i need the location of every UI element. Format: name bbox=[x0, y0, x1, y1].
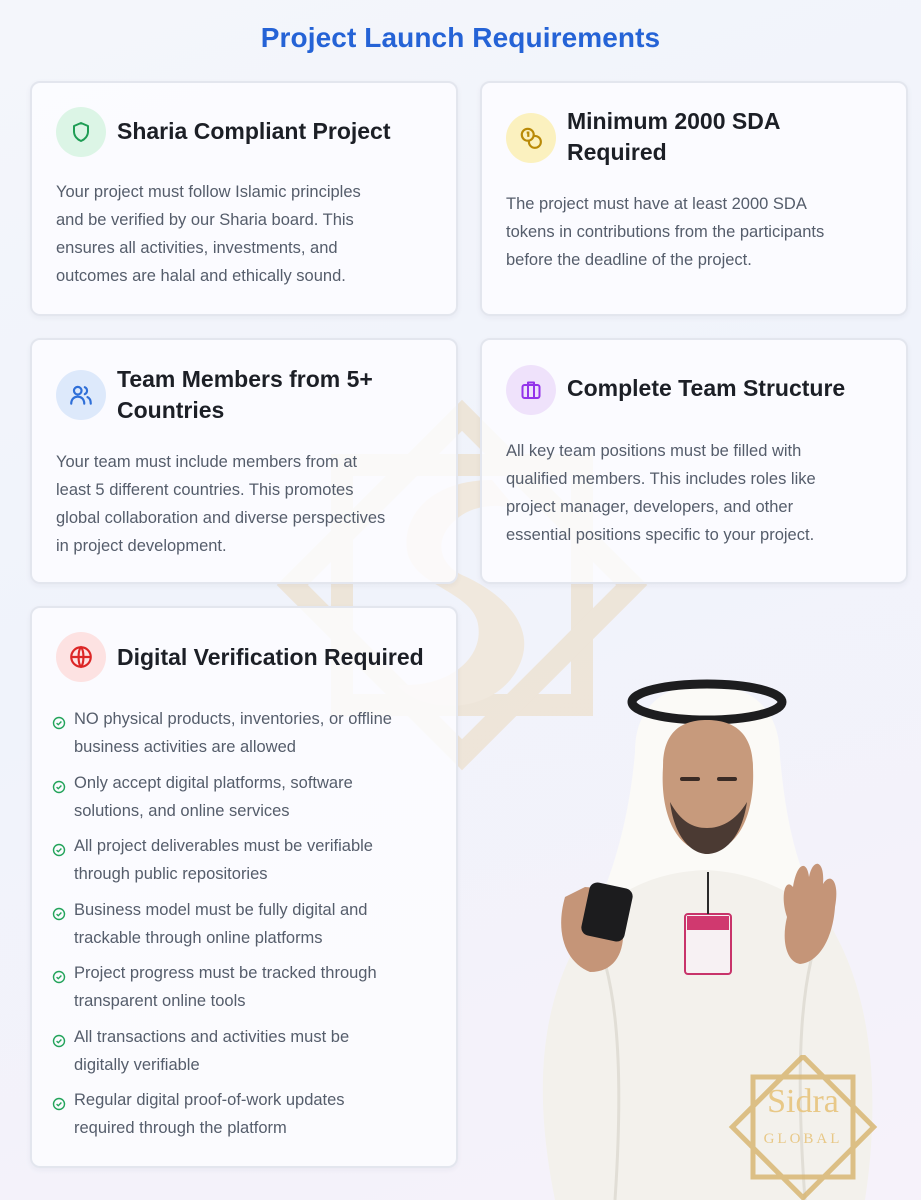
list-item: All project deliverables must be verifiable through public repositories bbox=[52, 832, 437, 888]
card-title: Minimum 2000 SDA Required bbox=[567, 108, 781, 165]
requirements-list bbox=[52, 705, 437, 1150]
card-title: Digital Verification Required bbox=[117, 644, 424, 670]
sidra-global-logo bbox=[718, 1055, 888, 1200]
card-title: Sharia Compliant Project bbox=[117, 118, 391, 144]
briefcase-icon bbox=[506, 365, 556, 415]
list-item: NO physical products, inventories, or offline business activities are allowed bbox=[52, 705, 437, 761]
sharia-compliant-card bbox=[30, 81, 458, 316]
check-circle-icon bbox=[52, 907, 66, 921]
check-circle-icon bbox=[52, 780, 66, 794]
shield-icon bbox=[56, 107, 106, 157]
card-description: Your project must follow Islamic principles and be verified by our Sharia board. This ensures all activities, investments, and outcomes are halal and ethically sound. bbox=[56, 183, 361, 285]
card-title: Complete Team Structure bbox=[567, 375, 846, 401]
globe-icon bbox=[56, 632, 106, 682]
logo-star-frame bbox=[718, 1055, 888, 1200]
list-item: Business model must be fully digital and trackable through online platforms bbox=[52, 896, 437, 952]
list-item: All transactions and activities must be digitally verifiable bbox=[52, 1023, 437, 1079]
minimum-sda-card bbox=[480, 81, 908, 316]
check-circle-icon bbox=[52, 716, 66, 730]
card-description: Your team must include members from at least 5 different countries. This promotes global collaboration and diverse perspectives in project development. bbox=[56, 453, 386, 555]
team-structure-card bbox=[480, 338, 908, 584]
team-members-card bbox=[30, 338, 458, 584]
users-icon bbox=[56, 370, 106, 420]
coins-icon bbox=[506, 113, 556, 163]
check-circle-icon bbox=[52, 1097, 66, 1111]
page-title: Project Launch Requirements bbox=[260, 22, 661, 53]
card-title: Team Members from 5+ Countries bbox=[117, 366, 373, 423]
list-item: Project progress must be tracked through transparent online tools bbox=[52, 959, 437, 1015]
check-circle-icon bbox=[52, 843, 66, 857]
list-item: Only accept digital platforms, software solutions, and online services bbox=[52, 769, 437, 825]
card-description: The project must have at least 2000 SDA tokens in contributions from the participants before the deadline of the project. bbox=[506, 195, 825, 269]
logo-wordmark: Sidra bbox=[767, 1083, 839, 1120]
card-description: All key team positions must be filled with qualified members. This includes roles like project manager, developers, and other essential positions specific to your project. bbox=[506, 442, 816, 544]
check-circle-icon bbox=[52, 1034, 66, 1048]
list-item: Regular digital proof-of-work updates required through the platform bbox=[52, 1086, 437, 1142]
check-circle-icon bbox=[52, 970, 66, 984]
logo-subtitle: GLOBAL bbox=[763, 1131, 843, 1147]
